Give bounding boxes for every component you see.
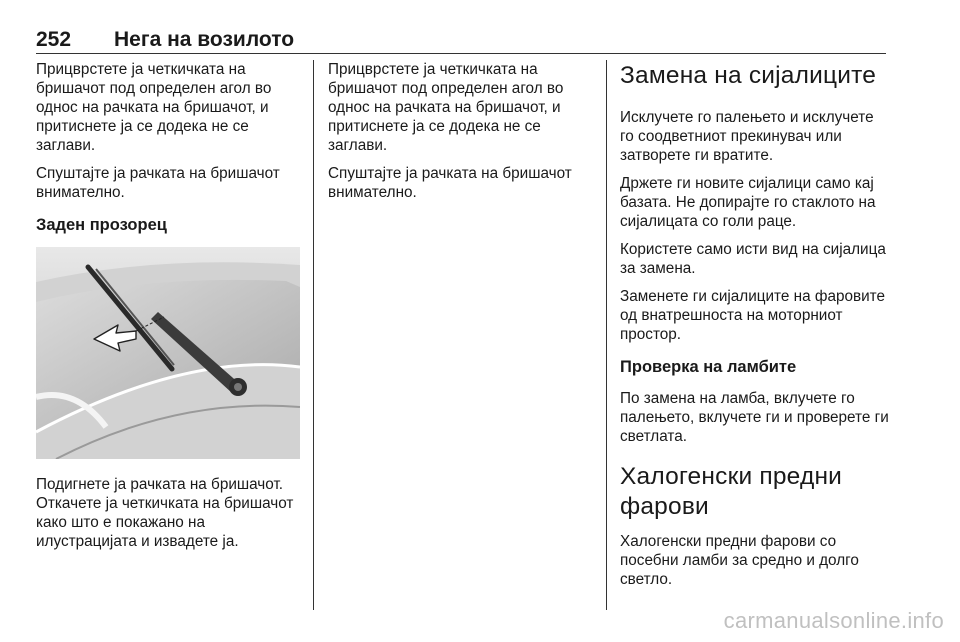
paragraph: Халогенски предни фарови со посебни ламби за средно и долго светло. [620,533,859,588]
paragraph: Заменете ги сијалиците на фаровите од внатрешноста на моторниот простор. [620,288,885,343]
section-title: Нега на возилото [114,28,295,51]
section-heading-bulb-replacement: Замена на сијалиците [620,62,877,89]
paragraph: Прицврстете ја четкичката на бришачот под определен агол во однос на рачката на бришачот, и притиснете ја се додека не се заглави. [36,61,272,154]
paragraph: Исклучете го палењето и исклучете го соодветниот прекинувач или затворете ги вратите. [620,109,874,164]
page-number: 252 [36,28,72,51]
column-2 [328,60,596,211]
column-1 [36,60,304,560]
paragraph: Користете само исти вид на сијалица за замена. [620,241,886,277]
paragraph: По замена на ламба, вклучете го палењето, вклучете ги и проверете ги светлата. [620,390,889,445]
paragraph: Спуштајте ја рачката на бришачот внимателно. [328,165,572,201]
subheading-lamp-check: Проверка на ламбите [620,358,797,376]
section-heading-halogen-headlights: Халогенски предни фарови [620,463,843,520]
column-divider-2 [606,60,607,610]
subheading-rear-window: Заден прозорец [36,216,167,234]
watermark: carmanualsonline.info [723,608,944,633]
column-divider-1 [313,60,314,610]
paragraph: Прицврстете ја четкичката на бришачот под определен агол во однос на рачката на бришачот, и притиснете ја се додека не се заглави. [328,61,564,154]
paragraph: Спуштајте ја рачката на бришачот внимателно. [36,165,280,201]
header-rule [36,53,886,54]
page-header [36,28,886,50]
column-3 [620,60,890,598]
paragraph: Подигнете ја рачката на бришачот. Откачете ја четкичката на бришачот како што е покажано на илустрацијата и извадете ја. [36,476,294,550]
rear-wiper-illustration [36,247,300,459]
paragraph: Држете ги новите сијалици само кај базата. Не допирајте го стаклото на сијалицата со голи раце. [620,175,876,230]
